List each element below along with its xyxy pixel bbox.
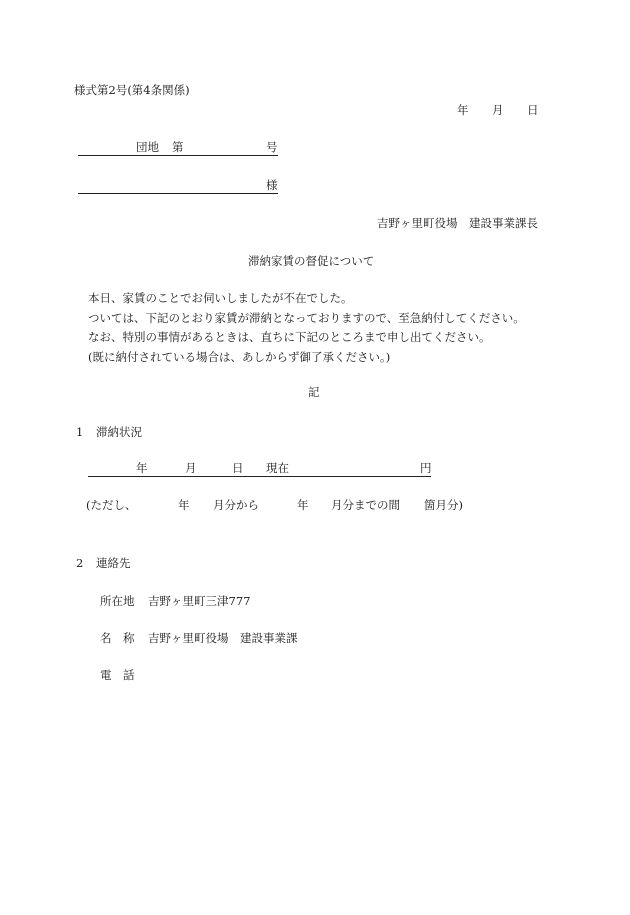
address-value: 吉野ヶ里町三津777 <box>148 594 251 608</box>
address-underline <box>78 155 278 156</box>
gou-label: 号 <box>266 140 278 154</box>
sender-name: 吉野ヶ里町役場 建設事業課長 <box>377 216 538 230</box>
phone-label: 電 話 <box>100 668 135 682</box>
date-day-label: 日 <box>527 103 539 117</box>
status-underline <box>88 476 431 477</box>
note-month-until: 月分までの間 <box>331 498 400 512</box>
body-line-3: なお、特別の事情があるときは、直ちに下記のところまで申し出てください。 <box>88 330 491 344</box>
section2-heading: 連絡先 <box>96 556 131 570</box>
status-yen-label: 円 <box>420 461 432 475</box>
body-line-2: ついては、下記のとおり家賃が滞納となっておりますので、至急納付してください。 <box>88 311 525 325</box>
status-month-label: 月 <box>185 461 197 475</box>
document-title: 滞納家賃の督促について <box>248 254 375 268</box>
date-month-label: 月 <box>492 103 504 117</box>
danchi-label: 団地 <box>136 140 159 154</box>
body-line-4: (既に納付されている場合は、あしからず御了承ください。) <box>88 350 391 364</box>
address-label: 所在地 <box>100 594 135 608</box>
note-year-1: 年 <box>178 498 190 512</box>
name-value: 吉野ヶ里町役場 建設事業課 <box>148 631 298 645</box>
body-line-1: 本日、家賃のことでお伺いしましたが不在でした。 <box>88 291 353 305</box>
note-month-from: 月分から <box>213 498 259 512</box>
status-day-label: 日 <box>232 461 244 475</box>
form-label: 様式第2号(第4条関係) <box>74 83 190 97</box>
note-count: 箇月分) <box>424 498 463 512</box>
dai-label: 第 <box>172 140 184 154</box>
note-open: (ただし、 <box>86 498 137 512</box>
status-genzai-label: 現在 <box>266 461 289 475</box>
section1-number: 1 <box>76 425 84 439</box>
name-label: 名 称 <box>100 631 135 645</box>
status-year-label: 年 <box>136 461 148 475</box>
sama-label: 様 <box>266 178 278 192</box>
section2-number: 2 <box>76 556 84 570</box>
ki-label: 記 <box>308 385 320 399</box>
date-year-label: 年 <box>457 103 469 117</box>
section1-heading: 滞納状況 <box>96 425 142 439</box>
recipient-underline <box>78 193 278 194</box>
note-year-2: 年 <box>297 498 309 512</box>
